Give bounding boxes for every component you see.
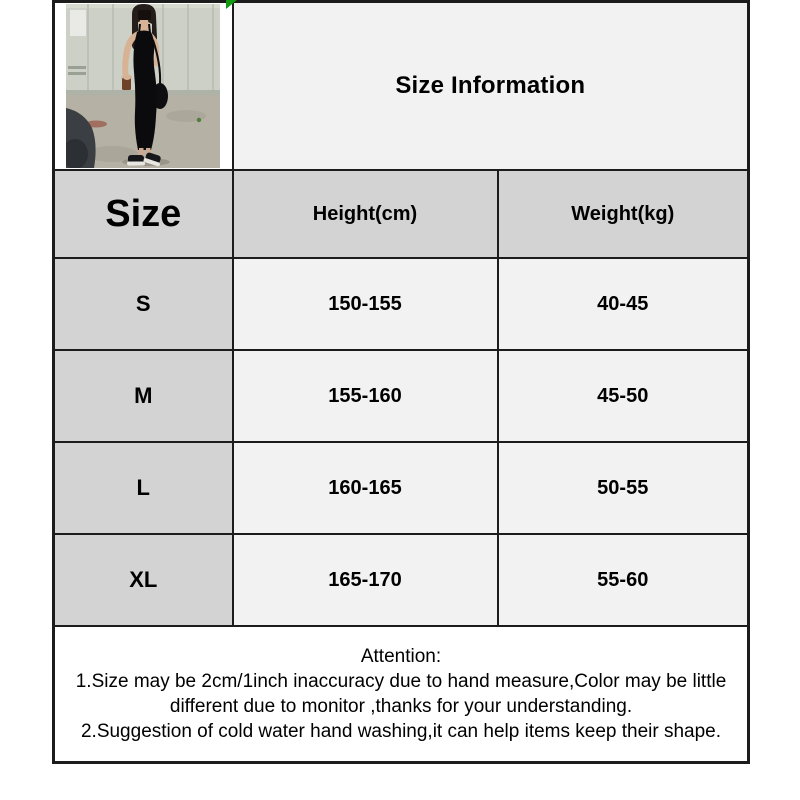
photo-drink-cup (121, 74, 132, 90)
table-row-xl (54, 534, 749, 626)
height-value: 165-170 (233, 534, 498, 626)
column-header-height: Height(cm) (233, 170, 498, 258)
size-label: M (54, 350, 233, 442)
attention-row (54, 626, 749, 762)
page-title: Size Information (233, 2, 749, 171)
weight-value: 50-55 (498, 442, 749, 534)
column-header-weight: Weight(kg) (498, 170, 749, 258)
weight-value: 55-60 (498, 534, 749, 626)
attention-note-1: 1.Size may be 2cm/1inch inaccuracy due to hand measure,Color may be little different due to monitor ,thanks for your understanding. (75, 670, 727, 717)
product-photo-cell (54, 2, 233, 171)
attention-section (54, 626, 749, 762)
height-value: 155-160 (233, 350, 498, 442)
column-header-size: Size (54, 170, 233, 258)
weight-value: 45-50 (498, 350, 749, 442)
table-row-s (54, 258, 749, 350)
table-row-m (54, 350, 749, 442)
size-label: XL (54, 534, 233, 626)
top-row (54, 2, 749, 171)
table-row-l (54, 442, 749, 534)
product-photo (66, 4, 220, 168)
attention-note-2: 2.Suggestion of cold water hand washing,it can help items keep their shape. (80, 720, 722, 742)
weight-value: 40-45 (498, 258, 749, 350)
height-value: 150-155 (233, 258, 498, 350)
height-value: 160-165 (233, 442, 498, 534)
size-table (52, 0, 750, 764)
product-photo-illustration (66, 4, 220, 168)
size-label: L (54, 442, 233, 534)
size-label: S (54, 258, 233, 350)
attention-title: Attention: (360, 645, 442, 667)
header-row (54, 170, 749, 258)
